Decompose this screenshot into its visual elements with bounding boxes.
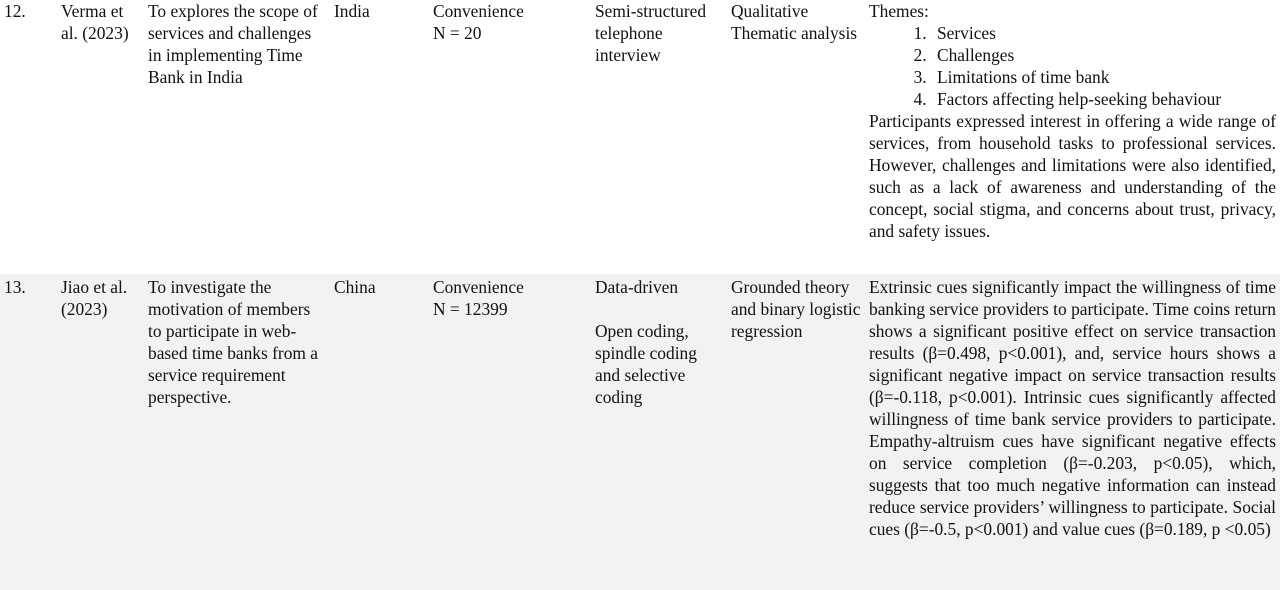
table-row: [0, 274, 1280, 590]
aim-cell: To investigate the motivation of members to participate in web-based time banks from a service requirement perspective.: [144, 274, 330, 590]
method-line: Open coding, spindle coding and selective coding: [595, 321, 697, 407]
findings-text: Participants expressed interest in offering a wide range of services, from household tasks to professional services. However, challenges and limitations were also identified, such as a lack of awareness and understanding of the concept, social stigma, and concerns about trust, privacy, and safety issues.: [869, 111, 1276, 241]
aim-cell: To explores the scope of services and challenges in implementing Time Bank in India: [144, 0, 330, 274]
row-number: 13.: [0, 274, 57, 590]
list-item: 4. Factors affecting help-seeking behaviour: [931, 88, 1276, 110]
method-cell: Semi-structured telephone interview: [591, 0, 727, 274]
themes-label: Themes:: [869, 1, 929, 21]
sampling-cell: [429, 274, 591, 590]
table-row: [0, 0, 1280, 274]
country-cell: China: [330, 274, 429, 590]
author-cell: Verma et al. (2023): [57, 0, 144, 274]
analysis-cell: Grounded theory and binary logistic regression: [727, 274, 865, 590]
row-number: 12.: [0, 0, 57, 274]
author-cell: Jiao et al. (2023): [57, 274, 144, 590]
sampling-cell: [429, 0, 591, 274]
method-spacer: [595, 298, 723, 320]
findings-text: Extrinsic cues significantly impact the willingness of time banking service providers to participate. Time coins return shows a significant positive effect on service transaction results (β=0.498, p<0.001), and, service hours shows a significant negative impact on service transaction results (β=-0.118, p<0.001). Intrinsic cues significantly affected willingness of time bank service providers to participate. Empathy-altruism cues have significant negative effects on service completion (β=-0.203, p<0.05), which, suggests that too much negative information can instead reduce service providers’ willingness to participate. Social cues (β=-0.5, p<0.001) and value cues (β=0.189, p <0.05): [869, 277, 1276, 539]
findings-cell: [865, 274, 1280, 590]
analysis-cell: Qualitative Thematic analysis: [727, 0, 865, 274]
method-line: Data-driven: [595, 277, 679, 297]
sampling-size: N = 12399: [433, 299, 508, 319]
country-cell: India: [330, 0, 429, 274]
method-cell: [591, 274, 727, 590]
themes-list: [869, 22, 1276, 110]
sampling-size: N = 20: [433, 23, 482, 43]
sampling-type: Convenience: [433, 1, 524, 21]
findings-cell: [865, 0, 1280, 274]
list-item: 2. Challenges: [931, 44, 1276, 66]
list-item: 3. Limitations of time bank: [931, 66, 1276, 88]
sampling-type: Convenience: [433, 277, 524, 297]
list-item: 1. Services: [931, 22, 1276, 44]
